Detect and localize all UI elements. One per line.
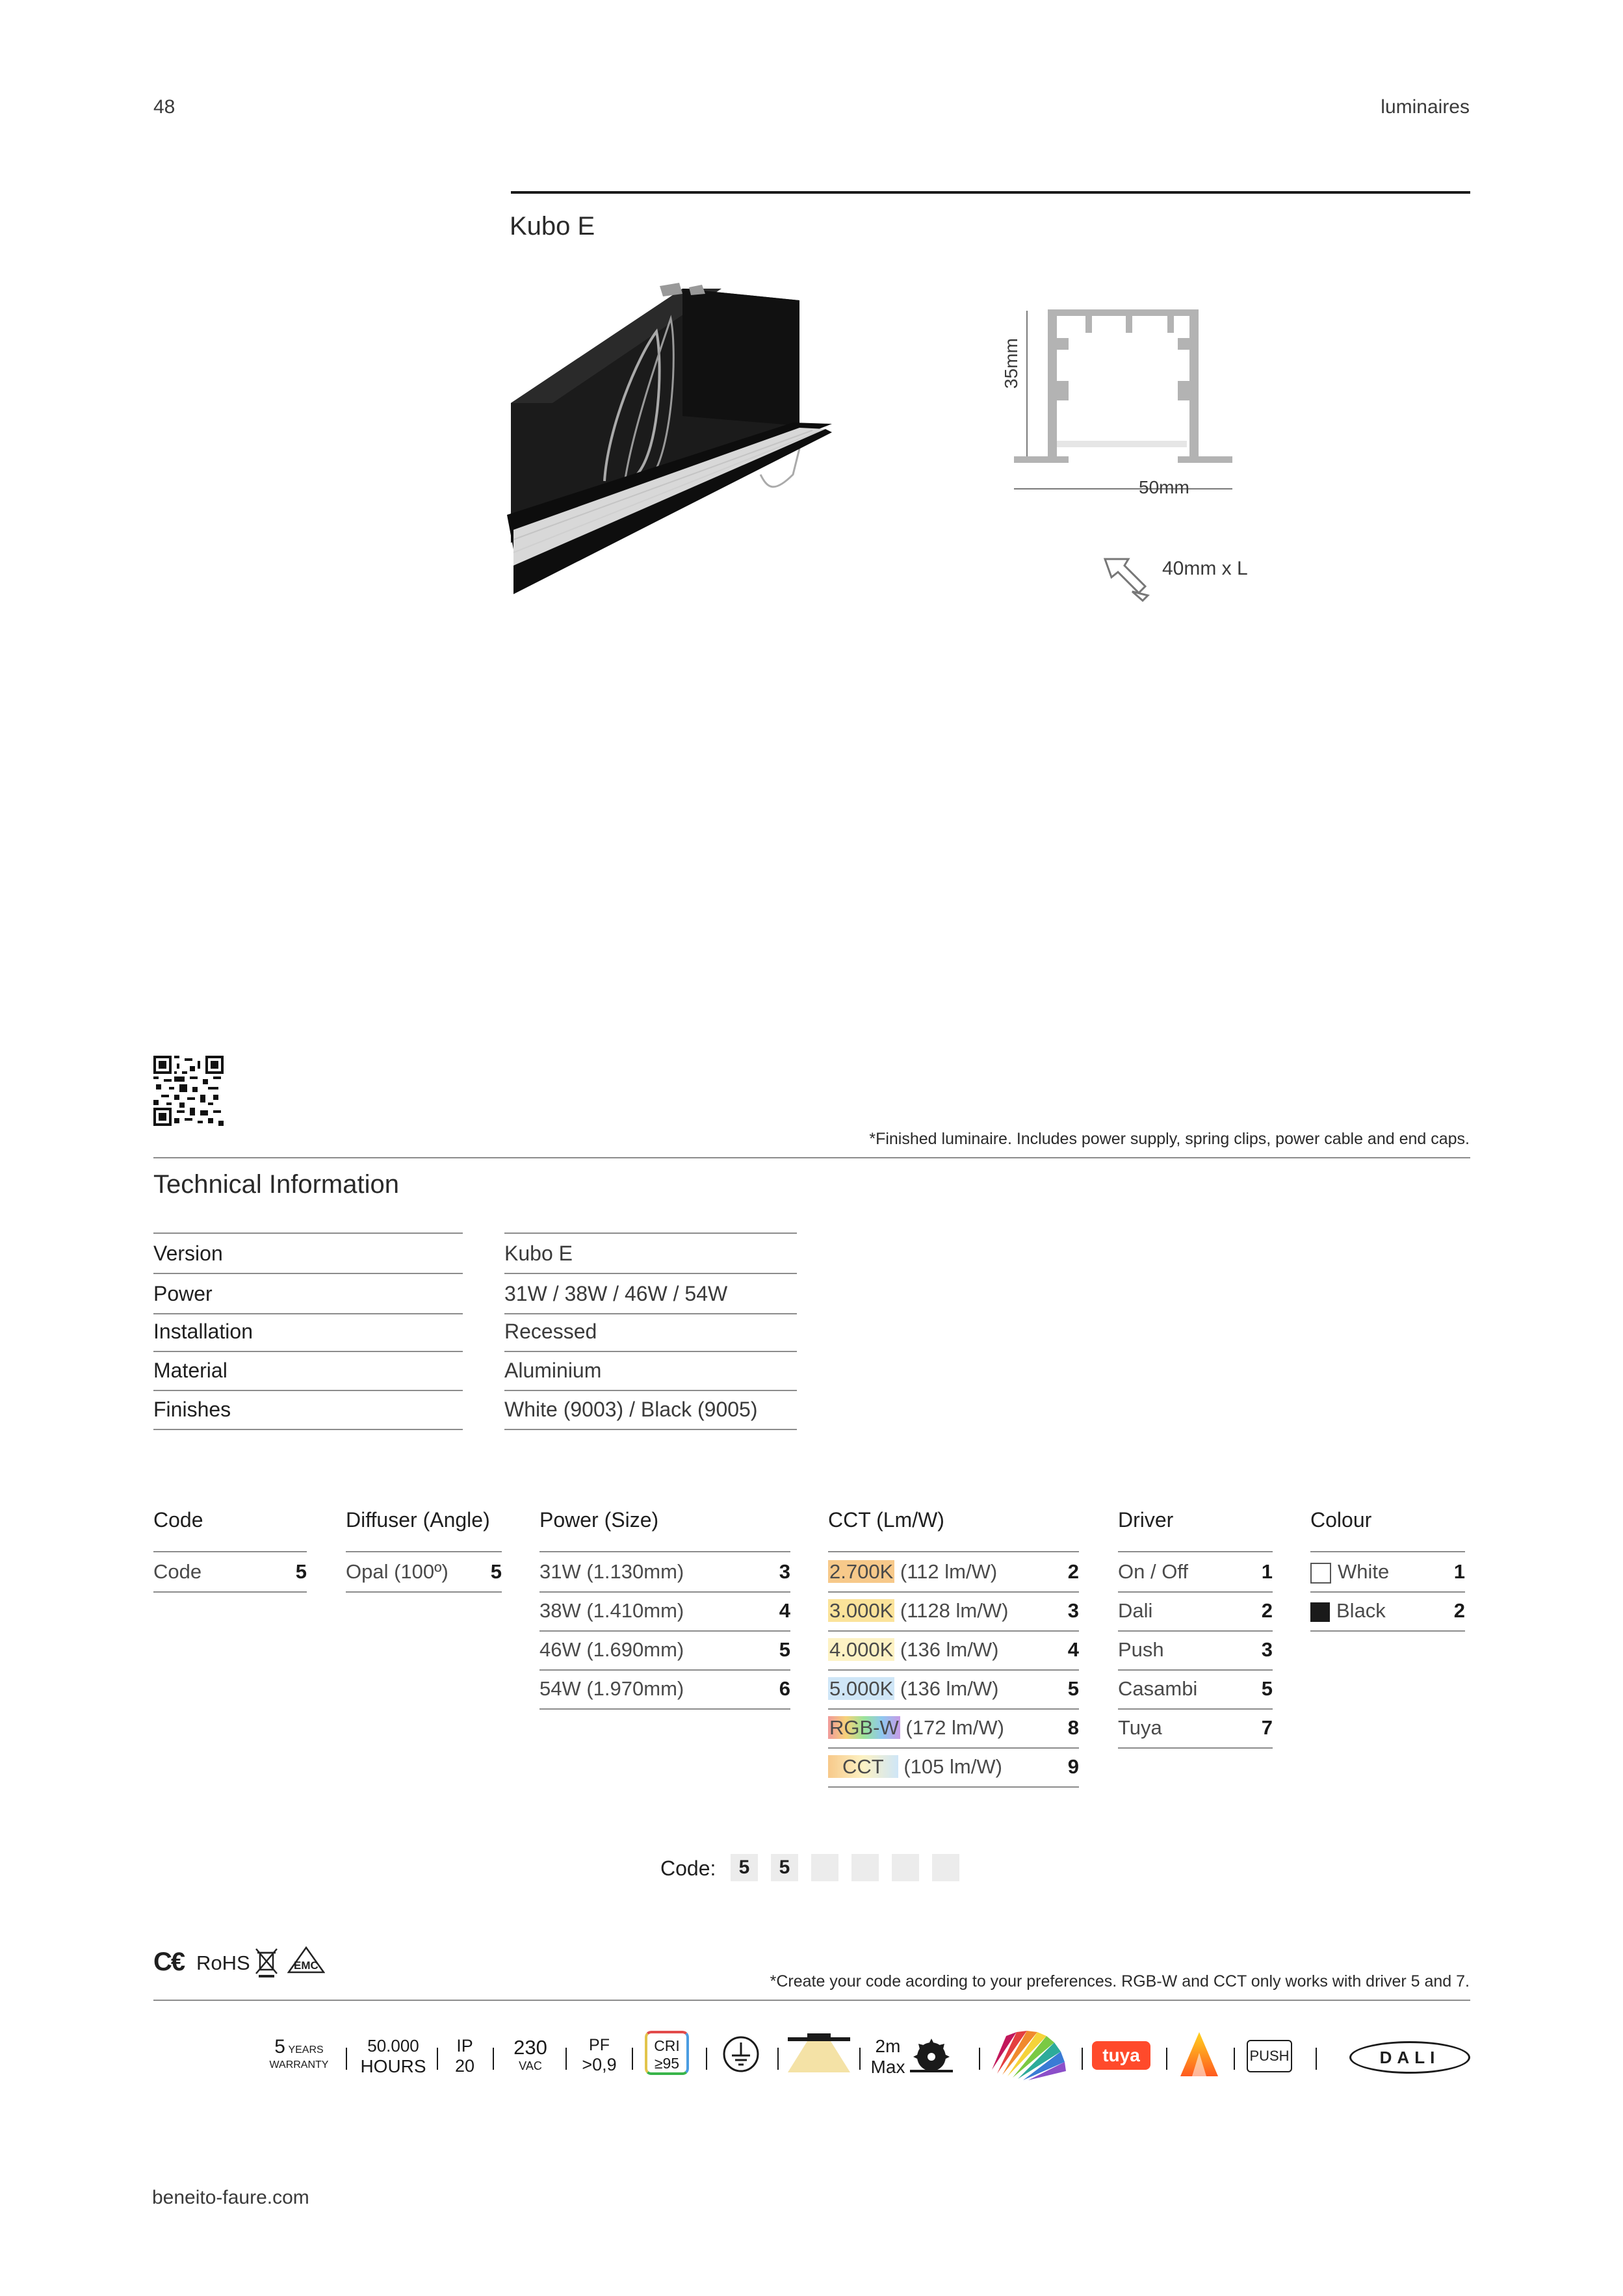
earth-icon	[721, 2035, 760, 2074]
option-number: 5	[779, 1638, 790, 1661]
product-title: Kubo E	[510, 212, 595, 241]
tech-info-title: Technical Information	[153, 1170, 399, 1199]
width-dimension: 50mm	[1139, 477, 1189, 497]
option-number: 4	[1067, 1638, 1079, 1661]
option-label: Dali	[1118, 1599, 1153, 1622]
driver-option[interactable]	[1118, 1669, 1273, 1710]
tech-value-row	[504, 1390, 797, 1430]
separator	[437, 2048, 438, 2070]
hours-number: 50.000	[367, 2036, 419, 2055]
option-number: 3	[779, 1560, 790, 1583]
option-label: Code	[153, 1560, 202, 1583]
option-label: 31W (1.130mm)	[539, 1560, 684, 1583]
colour-option[interactable]	[1310, 1552, 1465, 1593]
cable-length	[868, 2036, 907, 2078]
option-number: 1	[1261, 1560, 1273, 1583]
diffuser-option[interactable]	[346, 1552, 502, 1593]
cct-tag: 5.000K	[829, 1677, 894, 1700]
casambi-icon	[1179, 2031, 1219, 2078]
driver-option[interactable]	[1118, 1552, 1273, 1593]
recessed-light-icon	[788, 2033, 850, 2074]
separator	[1166, 2048, 1167, 2070]
cri-badge	[645, 2031, 689, 2075]
option-label: Tuya	[1118, 1716, 1162, 1739]
option-label: Casambi	[1118, 1677, 1198, 1700]
option-label: 38W (1.410mm)	[539, 1599, 684, 1622]
option-number: 2	[1453, 1599, 1465, 1622]
tech-label: Material	[153, 1359, 227, 1382]
page-number: 48	[153, 96, 175, 118]
tech-label-row	[153, 1351, 463, 1391]
cct-option[interactable]	[828, 1552, 1079, 1593]
tech-label: Installation	[153, 1320, 253, 1343]
cct-tag: 3.000K	[829, 1599, 894, 1622]
option-label: (136 lm/W)	[900, 1677, 999, 1700]
option-label: 54W (1.970mm)	[539, 1677, 684, 1700]
option-label: 46W (1.690mm)	[539, 1638, 684, 1661]
tech-value-row	[504, 1234, 797, 1274]
tech-value: 31W / 38W / 46W / 54W	[504, 1282, 728, 1305]
qr-code	[153, 1056, 224, 1126]
section-label: luminaires	[1381, 96, 1470, 118]
power-option[interactable]	[539, 1630, 790, 1671]
separator	[1082, 2048, 1083, 2070]
option-number: 5	[1261, 1677, 1273, 1700]
cable-value: 2m	[875, 2036, 901, 2056]
col-header-colour: Colour	[1310, 1508, 1372, 1532]
weee-icon	[255, 1946, 278, 1979]
website-link[interactable]: beneito-faure.com	[152, 2187, 309, 2208]
option-number: 2	[1261, 1599, 1273, 1622]
emc-label: EMC	[294, 1959, 318, 1972]
power-option[interactable]	[539, 1552, 790, 1593]
cct-tag: CCT	[828, 1755, 898, 1778]
option-label: (1128 lm/W)	[900, 1599, 1009, 1622]
white-swatch	[1310, 1563, 1331, 1584]
separator	[493, 2048, 494, 2070]
tech-value: Aluminium	[504, 1359, 602, 1382]
tech-label: Finishes	[153, 1398, 231, 1421]
option-number: 2	[1067, 1560, 1079, 1583]
separator	[632, 2048, 633, 2070]
separator	[706, 2048, 707, 2070]
option-number: 5	[295, 1560, 307, 1583]
finished-note: *Finished luminaire. Includes power supply, spring clips, power cable and end caps.	[869, 1130, 1470, 1148]
ip-label: IP	[456, 2036, 473, 2055]
tuya-logo: tuya	[1092, 2041, 1150, 2070]
cct-option[interactable]	[828, 1630, 1079, 1671]
warranty-word: WARRANTY	[269, 2059, 329, 2070]
option-label: Push	[1118, 1638, 1164, 1661]
colour-fan-icon	[991, 2028, 1067, 2081]
col-header-code: Code	[153, 1508, 203, 1532]
features-rule	[153, 2000, 1470, 2001]
option-label: Opal (100º)	[346, 1560, 448, 1583]
tech-value: Recessed	[504, 1320, 597, 1343]
voltage-badge	[504, 2036, 556, 2073]
cri-label: CRI	[654, 2037, 680, 2054]
option-number: 7	[1261, 1716, 1273, 1739]
separator	[346, 2048, 347, 2070]
code-slot[interactable]	[811, 1854, 838, 1881]
option-number: 3	[1067, 1599, 1079, 1622]
col-header-diffuser: Diffuser (Angle)	[346, 1508, 490, 1532]
code-slot[interactable]	[932, 1854, 959, 1881]
option-number: 1	[1453, 1560, 1465, 1583]
cri-value: ≥95	[654, 2055, 680, 2072]
code-note: *Create your code acording to your preferences. RGB-W and CCT only works with driver 5 and 7.	[770, 1972, 1470, 1990]
tech-label-row	[153, 1312, 463, 1352]
tech-value: White (9003) / Black (9005)	[504, 1398, 758, 1421]
separator	[777, 2048, 779, 2070]
driver-option[interactable]	[1118, 1630, 1273, 1671]
pf-badge	[575, 2036, 624, 2075]
title-rule	[511, 191, 1470, 194]
tech-label-row	[153, 1274, 463, 1314]
option-number: 5	[490, 1560, 502, 1583]
profile-drawing	[1001, 299, 1313, 494]
warranty-badge	[266, 2036, 331, 2071]
rohs-mark: RoHS	[196, 1951, 250, 1974]
tech-label-row	[153, 1390, 463, 1430]
warranty-unit: YEARS	[288, 2044, 324, 2055]
ce-mark: C€	[153, 1948, 185, 1976]
cct-option[interactable]	[828, 1708, 1079, 1749]
tech-label: Power	[153, 1282, 213, 1305]
hours-word: HOURS	[360, 2056, 426, 2076]
pf-value: >0,9	[582, 2055, 617, 2074]
option-label: (172 lm/W)	[905, 1716, 1004, 1739]
code-option[interactable]	[153, 1552, 307, 1593]
product-image	[507, 280, 845, 598]
cutout-icon	[1100, 554, 1152, 606]
tech-label: Version	[153, 1242, 223, 1265]
col-header-cct: CCT (Lm/W)	[828, 1508, 944, 1532]
separator	[1316, 2048, 1317, 2070]
option-label: White	[1338, 1560, 1390, 1583]
voltage-value: 230	[513, 2036, 547, 2059]
code-slot[interactable]: 5	[771, 1854, 798, 1881]
option-number: 9	[1067, 1755, 1079, 1778]
tech-value-row	[504, 1351, 797, 1391]
option-number: 6	[779, 1677, 790, 1700]
hours-badge	[357, 2036, 429, 2077]
pf-label: PF	[589, 2036, 610, 2054]
option-number: 8	[1067, 1716, 1079, 1739]
tech-rule	[153, 1157, 1470, 1158]
driver-option[interactable]	[1118, 1591, 1273, 1632]
colour-option[interactable]	[1310, 1591, 1465, 1632]
option-label: Black	[1336, 1599, 1386, 1622]
ip-value: 20	[454, 2056, 475, 2076]
separator	[1234, 2048, 1235, 2070]
cct-tag: 2.700K	[829, 1560, 894, 1583]
cct-option[interactable]	[828, 1669, 1079, 1710]
saw-icon	[910, 2037, 953, 2076]
option-number: 4	[779, 1599, 790, 1622]
separator	[859, 2048, 861, 2070]
cct-tag: RGB-W	[829, 1716, 899, 1739]
push-icon: PUSH	[1247, 2040, 1292, 2072]
col-header-driver: Driver	[1118, 1508, 1174, 1532]
cct-option[interactable]	[828, 1747, 1079, 1788]
dali-logo: DALI	[1349, 2041, 1470, 2074]
option-label: (136 lm/W)	[900, 1638, 999, 1661]
tech-value: Kubo E	[504, 1242, 573, 1265]
cct-tag: 4.000K	[829, 1638, 894, 1661]
black-swatch	[1310, 1602, 1330, 1622]
separator	[565, 2048, 567, 2070]
voltage-unit: VAC	[519, 2059, 542, 2072]
height-dimension: 35mm	[1001, 338, 1021, 389]
tech-value-row	[504, 1274, 797, 1314]
option-number: 3	[1261, 1638, 1273, 1661]
code-slot[interactable]: 5	[731, 1854, 758, 1881]
code-builder-label: Code:	[660, 1857, 716, 1880]
option-number: 5	[1067, 1677, 1079, 1700]
separator	[979, 2048, 980, 2070]
driver-option[interactable]	[1118, 1708, 1273, 1749]
warranty-number: 5	[274, 2036, 285, 2057]
option-label: On / Off	[1118, 1560, 1188, 1583]
power-option[interactable]	[539, 1669, 790, 1710]
cct-option[interactable]	[828, 1591, 1079, 1632]
ip-badge	[448, 2036, 481, 2076]
power-option[interactable]	[539, 1591, 790, 1632]
cutout-dimension: 40mm x L	[1162, 558, 1248, 579]
col-header-power: Power (Size)	[539, 1508, 659, 1532]
code-slot[interactable]	[892, 1854, 919, 1881]
tech-label-row	[153, 1234, 463, 1274]
cable-unit: Max	[870, 2057, 905, 2077]
tech-value-row	[504, 1312, 797, 1352]
code-slot[interactable]	[851, 1854, 879, 1881]
option-label: (112 lm/W)	[900, 1560, 998, 1583]
option-label: (105 lm/W)	[903, 1755, 1002, 1778]
